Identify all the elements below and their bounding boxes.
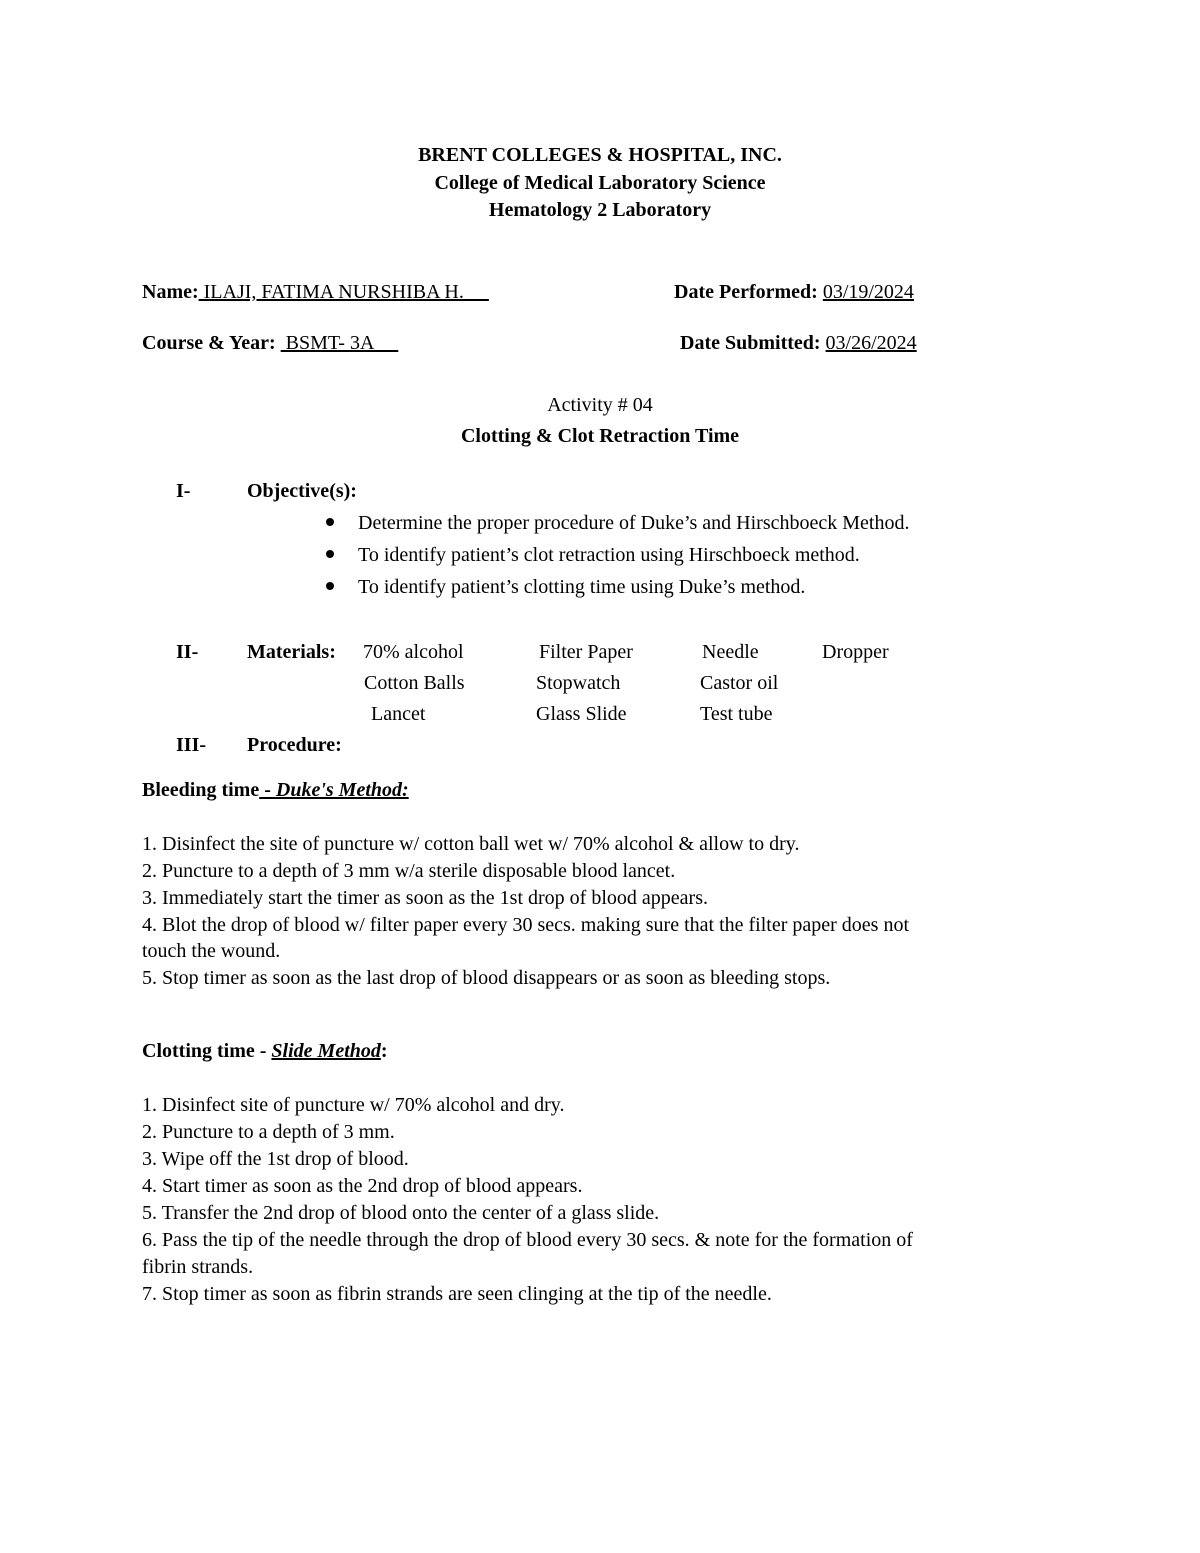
bleeding-step: 5. Stop timer as soon as the last drop of blood disappears or as soon as bleeding stops. — [142, 967, 831, 989]
clotting-step: 6. Pass the tip of the needle through the drop of blood every 30 secs. & note for the formation of — [142, 1229, 913, 1251]
clotting-step: 7. Stop timer as soon as fibrin strands are seen clinging at the tip of the needle. — [142, 1283, 772, 1305]
bleeding-time-label: Bleeding time — [142, 779, 260, 801]
material-item: Stopwatch — [536, 672, 621, 694]
course-year-label: Course & Year: — [142, 332, 276, 354]
material-item: Castor oil — [700, 672, 779, 694]
objective-item: To identify patient’s clot retraction using Hirschboeck method. — [358, 544, 860, 566]
institution-name: BRENT COLLEGES & HOSPITAL, INC. — [418, 144, 782, 166]
material-item: Test tube — [700, 703, 773, 725]
bleeding-step: 3. Immediately start the timer as soon as the 1st drop of blood appears. — [142, 887, 708, 909]
bleeding-step: touch the wound. — [142, 940, 281, 962]
course-year-row — [142, 333, 398, 353]
clotting-step: 2. Puncture to a depth of 3 mm. — [142, 1121, 395, 1143]
objective-item: Determine the proper procedure of Duke’s and Hirschboeck Method. — [358, 512, 910, 534]
bleeding-time-dash: - — [259, 779, 276, 801]
bleeding-time-method: Duke's Method: — [275, 779, 409, 801]
material-item: Glass Slide — [536, 703, 627, 725]
bleeding-time-heading — [142, 780, 409, 800]
activity-number: Activity # 04 — [547, 394, 653, 416]
bullet-icon — [326, 518, 334, 526]
date-submitted-row — [680, 333, 917, 353]
bleeding-step: 1. Disinfect the site of puncture w/ cotton ball wet w/ 70% alcohol & allow to dry. — [142, 833, 800, 855]
bullet-icon — [326, 550, 334, 558]
objectives-numeral: I- — [176, 480, 191, 502]
material-item: Lancet — [371, 703, 426, 725]
material-item: Needle — [702, 641, 759, 663]
clotting-step: 4. Start timer as soon as the 2nd drop of blood appears. — [142, 1175, 583, 1197]
bleeding-step: 4. Blot the drop of blood w/ filter paper every 30 secs. making sure that the filter paper does not — [142, 914, 910, 936]
course-year-value: BSMT- 3A — [280, 332, 399, 354]
material-item: Dropper — [822, 641, 889, 663]
bullet-icon — [326, 582, 334, 590]
material-item: Cotton Balls — [364, 672, 465, 694]
procedure-numeral: III- — [176, 734, 207, 756]
name-value: ILAJI, FATIMA NURSHIBA H. — [198, 281, 489, 303]
clotting-step: 1. Disinfect site of puncture w/ 70% alcohol and dry. — [142, 1094, 565, 1116]
date-performed-label: Date Performed: — [674, 281, 818, 303]
activity-title: Clotting & Clot Retraction Time — [460, 425, 740, 447]
material-item: 70% alcohol — [363, 641, 464, 663]
objectives-heading: Objective(s): — [247, 480, 357, 502]
course-title: Hematology 2 Laboratory — [488, 199, 712, 221]
clotting-step: fibrin strands. — [142, 1256, 254, 1278]
procedure-heading: Procedure: — [247, 734, 342, 756]
date-performed-row — [674, 282, 914, 302]
materials-heading: Materials: — [247, 641, 336, 663]
college-name: College of Medical Laboratory Science — [434, 172, 766, 194]
clotting-time-heading — [142, 1041, 388, 1061]
bleeding-step: 2. Puncture to a depth of 3 mm w/a sterile disposable blood lancet. — [142, 860, 676, 882]
clotting-step: 3. Wipe off the 1st drop of blood. — [142, 1148, 409, 1170]
clotting-time-method: Slide Method — [271, 1040, 381, 1062]
name-row — [142, 282, 489, 302]
name-label: Name: — [142, 281, 199, 303]
clotting-time-label: Clotting time - — [142, 1040, 272, 1062]
date-performed-value: 03/19/2024 — [822, 281, 914, 303]
objective-item: To identify patient’s clotting time using Duke’s method. — [358, 576, 806, 598]
materials-numeral: II- — [176, 641, 199, 663]
date-submitted-value: 03/26/2024 — [825, 332, 917, 354]
clotting-time-colon: : — [380, 1040, 388, 1062]
clotting-step: 5. Transfer the 2nd drop of blood onto the center of a glass slide. — [142, 1202, 660, 1224]
material-item: Filter Paper — [539, 641, 633, 663]
date-submitted-label: Date Submitted: — [680, 332, 821, 354]
